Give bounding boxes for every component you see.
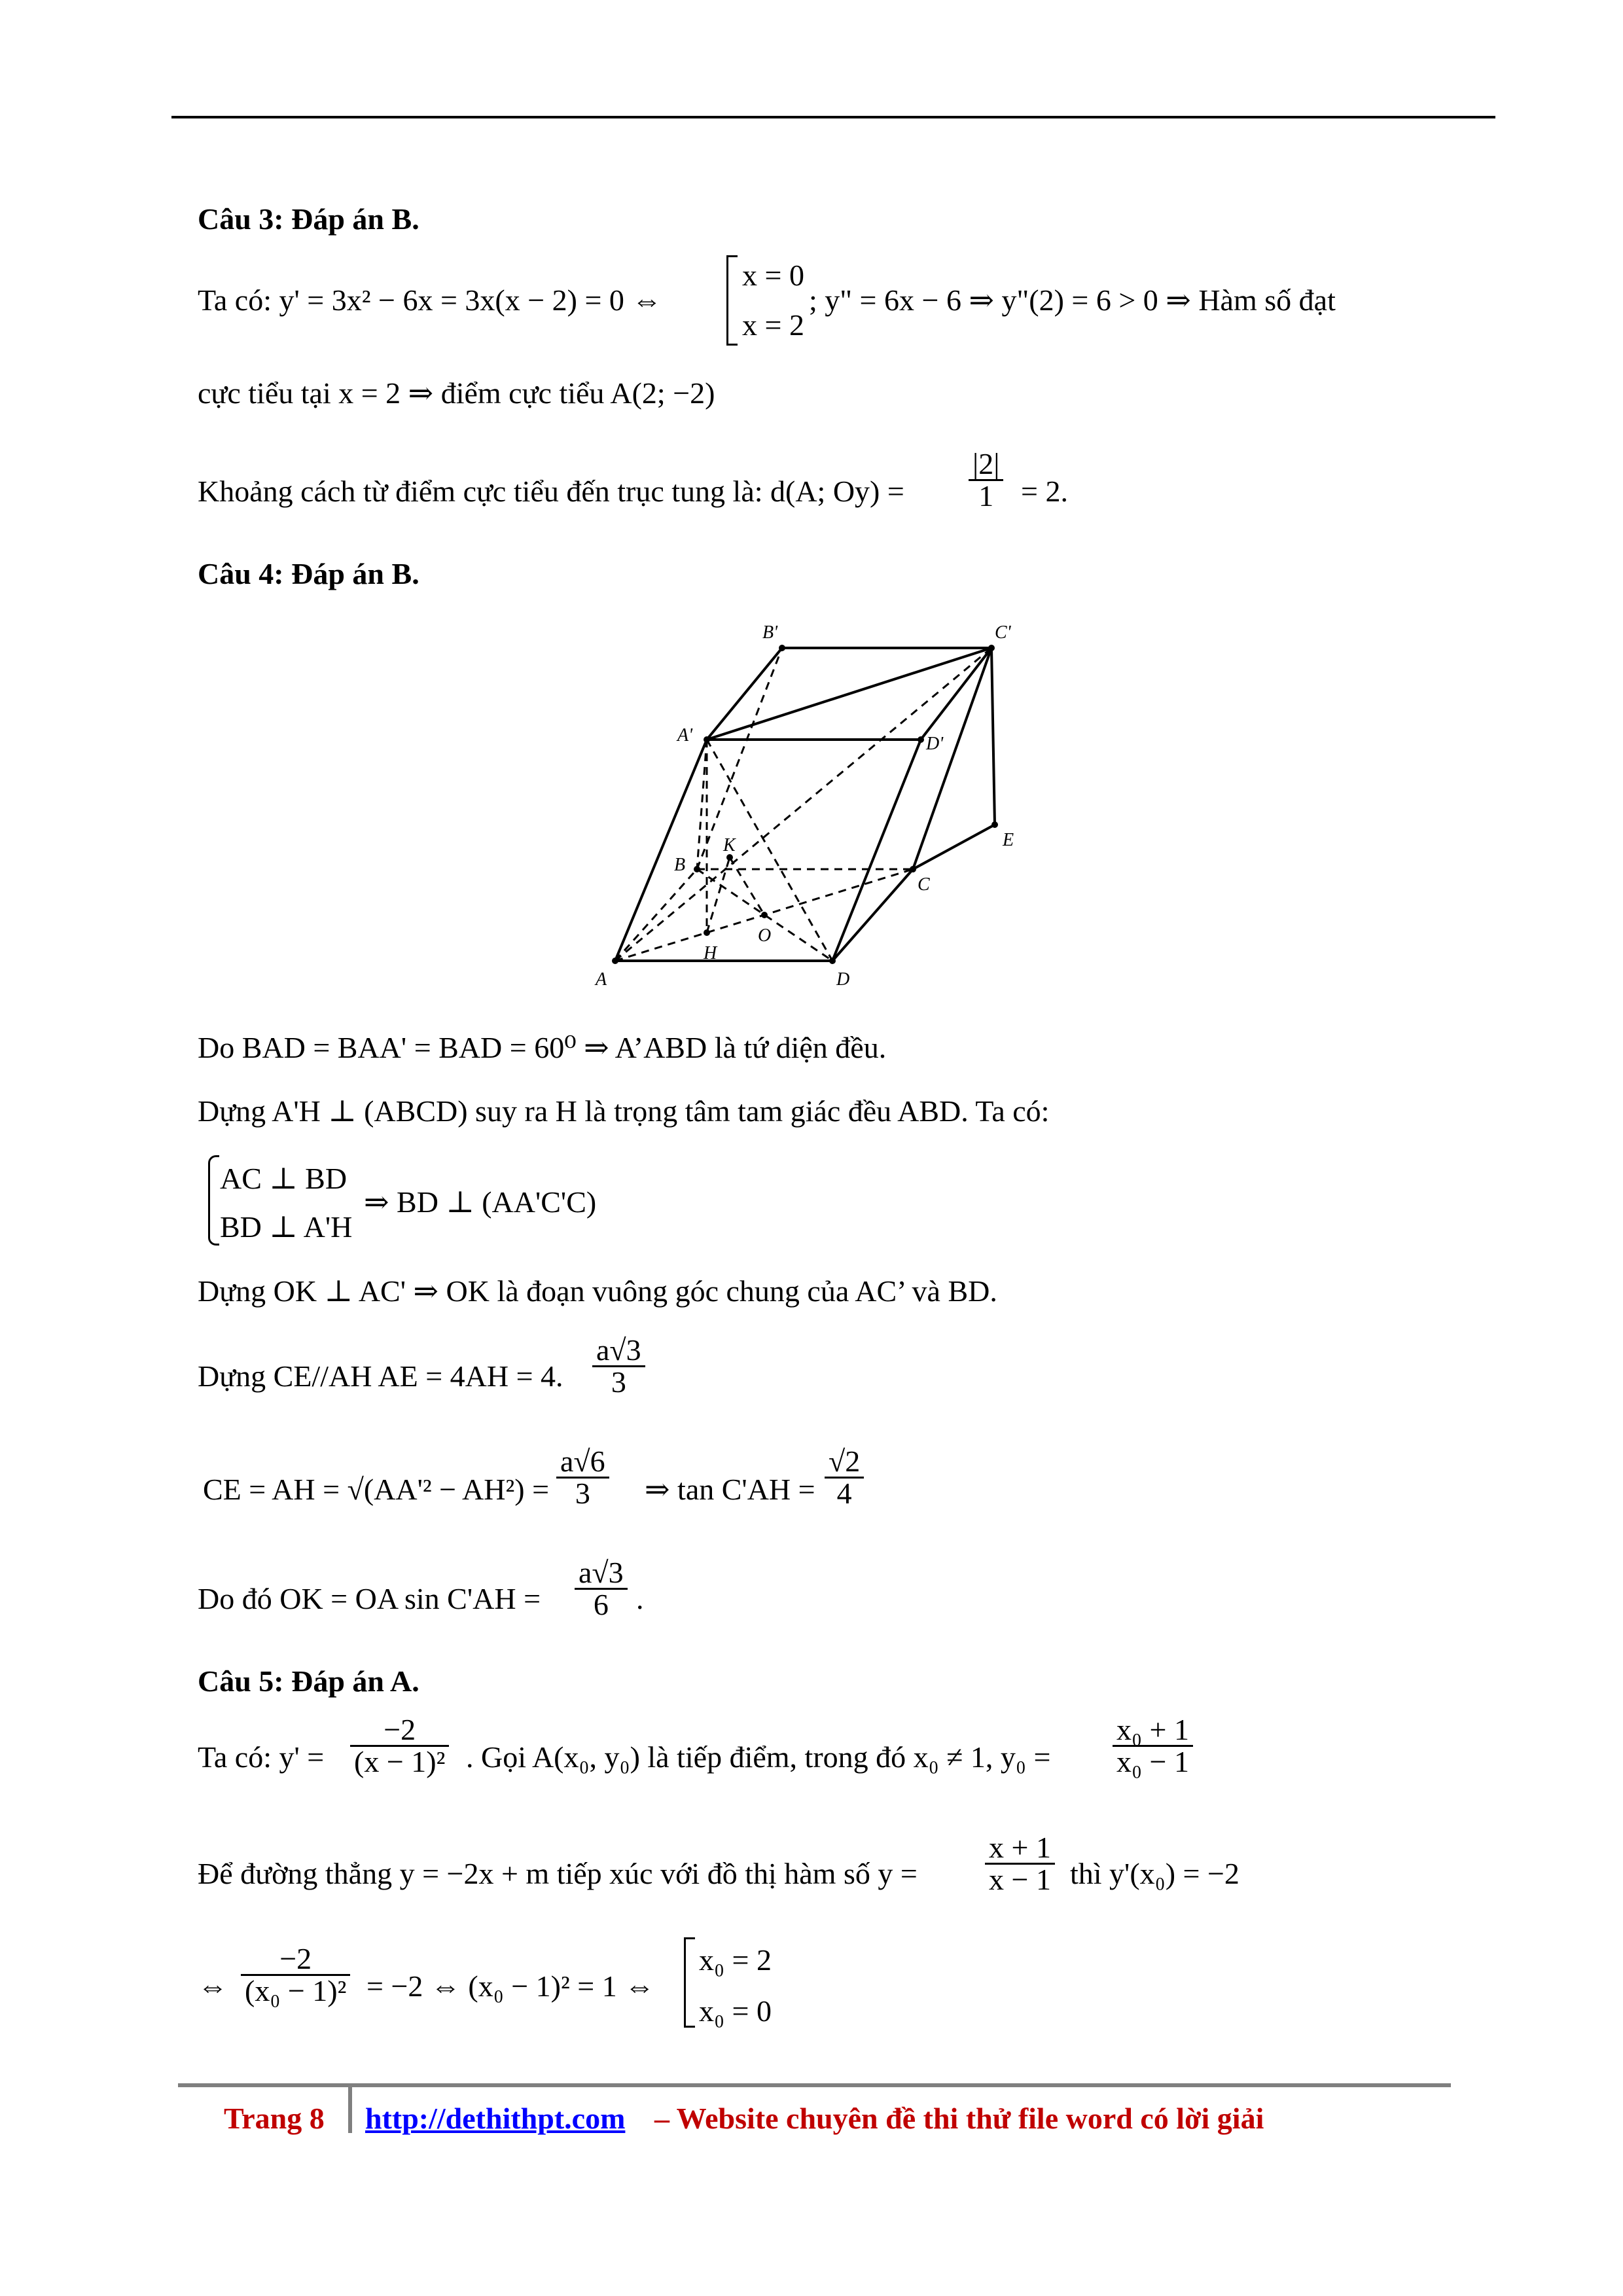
q5-line3-a: ⇔ xyxy=(198,1969,228,2003)
label-C: C xyxy=(918,874,930,895)
q3-sys-1: x = 0 xyxy=(742,259,804,292)
q4-l5-den: 3 xyxy=(575,1477,590,1510)
q4-l4-den: 3 xyxy=(611,1365,626,1399)
point-C xyxy=(910,866,916,872)
q3-frac-den: 1 xyxy=(978,479,994,512)
q4-l5-den2: 4 xyxy=(836,1477,852,1510)
label-A: A xyxy=(596,969,607,990)
label-B: B xyxy=(674,855,686,875)
q5-system-bracket xyxy=(684,1937,695,2028)
footer-tagline: – Website chuyên đề thi thử file word có lời giải xyxy=(654,2102,1264,2135)
q4-line6-frac xyxy=(575,1558,628,1620)
q3-frac-num: |2| xyxy=(969,449,1003,481)
q5-l2-num: x + 1 xyxy=(985,1833,1055,1865)
q5-l1-den: (x − 1)² xyxy=(354,1745,446,1778)
q4-line5-frac1 xyxy=(556,1446,609,1509)
point-A xyxy=(612,958,618,964)
q4-line4-a: Dựng CE//AH AE = 4AH = 4. xyxy=(198,1359,563,1393)
point-O xyxy=(761,912,768,918)
footer-website-link[interactable]: http://dethithpt.com xyxy=(365,2102,626,2135)
q4-l6-num: a√3 xyxy=(575,1558,628,1590)
q5-l1-num2: x₀ + 1 xyxy=(1113,1715,1193,1747)
label-A1: A' xyxy=(677,725,693,745)
q5-l1-den2: x₀ − 1 xyxy=(1116,1745,1189,1778)
q5-sys-2: x₀ = 0 xyxy=(699,1994,772,2028)
label-K: K xyxy=(723,835,736,855)
q3-heading: Câu 3: Đáp án B. xyxy=(198,202,419,236)
point-D1 xyxy=(918,736,924,743)
q5-line3-frac xyxy=(241,1944,350,2006)
q4-sys-tail: ⇒ BD ⊥ (AA'C'C) xyxy=(364,1185,597,1219)
edge-A1B1 xyxy=(707,648,782,740)
label-O: O xyxy=(758,925,772,946)
q3-sys-2: x = 2 xyxy=(742,308,804,342)
point-E xyxy=(991,821,998,828)
q4-line2: Dựng A'H ⊥ (ABCD) suy ra H là trọng tâm tam giác đều ABD. Ta có: xyxy=(198,1094,1050,1128)
q5-line2-frac xyxy=(985,1833,1055,1895)
label-H: H xyxy=(704,943,717,963)
seg-KO xyxy=(730,857,764,915)
q4-system-brace xyxy=(208,1155,219,1246)
q4-l5-num: a√6 xyxy=(556,1446,609,1479)
edge-D1C1 xyxy=(921,648,991,740)
header-rule xyxy=(171,116,1495,118)
label-C1: C' xyxy=(995,622,1011,643)
q4-l4-num: a√3 xyxy=(592,1335,645,1367)
edge-C1E xyxy=(991,648,995,825)
edge-DD1 xyxy=(832,740,921,961)
edge-A1C1 xyxy=(707,648,991,740)
edge-BB1 xyxy=(697,648,782,869)
q5-line2-b: thì y'(x₀) = −2 xyxy=(1070,1857,1240,1890)
q3-line1-b: ; y" = 6x − 6 ⇒ y"(2) = 6 > 0 ⇒ Hàm số đạt xyxy=(809,283,1336,317)
footer-rule xyxy=(178,2083,1451,2087)
point-C1 xyxy=(988,645,995,651)
q4-line1: Do BAD = BAA' = BAD = 60⁰ ⇒ A’ABD là tứ diện đều. xyxy=(198,1031,887,1064)
q4-sys-1: AC ⊥ BD xyxy=(220,1162,348,1195)
q5-line3-b: = −2 ⇔ (x₀ − 1)² = 1 ⇔ xyxy=(366,1969,655,2003)
q5-l2-den: x − 1 xyxy=(989,1863,1051,1896)
label-D1: D' xyxy=(926,734,944,754)
parallelepiped-figure xyxy=(589,602,1060,995)
point-H xyxy=(704,929,710,936)
q4-l6-den: 6 xyxy=(593,1588,609,1621)
footer-page-label: Trang 8 xyxy=(224,2102,325,2135)
q4-line5-b: ⇒ tan C'AH = xyxy=(645,1473,815,1506)
q4-line5-a: CE = AH = √(AA'² − AH²) = xyxy=(203,1473,550,1506)
q5-line1-frac1 xyxy=(350,1715,449,1777)
q3-line3-b: = 2. xyxy=(1021,475,1068,508)
q5-l3-num: −2 xyxy=(241,1944,350,1976)
edge-CC1 xyxy=(913,648,991,869)
label-B1: B' xyxy=(762,622,778,643)
q5-l3-den: (x₀ − 1)² xyxy=(245,1974,347,2007)
q5-line1-b: . Gọi A(x₀, y₀) là tiếp điểm, trong đó x₀ ≠ 1, y₀ = xyxy=(466,1740,1051,1774)
point-B1 xyxy=(779,645,785,651)
point-D xyxy=(829,958,836,964)
q4-heading: Câu 4: Đáp án B. xyxy=(198,557,419,590)
footer-divider xyxy=(348,2083,352,2133)
q4-line5-frac2 xyxy=(825,1446,864,1509)
q3-line1-a: Ta có: y' = 3x² − 6x = 3x(x − 2) = 0 ⇔ xyxy=(198,283,662,317)
q4-line3: Dựng OK ⊥ AC' ⇒ OK là đoạn vuông góc chung của AC’ và BD. xyxy=(198,1274,997,1308)
label-D: D xyxy=(836,969,850,990)
q3-line3-a: Khoảng cách từ điểm cực tiểu đến trục tung là: d(A; Oy) = xyxy=(198,475,904,508)
edge-DC xyxy=(832,869,913,961)
point-B xyxy=(694,866,700,872)
q3-line2: cực tiểu tại x = 2 ⇒ điểm cực tiểu A(2; −2) xyxy=(198,376,715,410)
q3-system-bracket xyxy=(726,255,738,346)
q5-line1-a: Ta có: y' = xyxy=(198,1740,325,1774)
q4-line6-a: Do đó OK = OA sin C'AH = xyxy=(198,1582,541,1615)
q5-heading: Câu 5: Đáp án A. xyxy=(198,1664,419,1698)
edge-AB xyxy=(615,869,697,961)
edge-AA1 xyxy=(615,740,707,961)
q5-line1-frac2 xyxy=(1113,1715,1193,1777)
q5-sys-1: x₀ = 2 xyxy=(699,1943,772,1977)
q4-line6-b: . xyxy=(636,1582,644,1615)
q5-line2-a: Để đường thẳng y = −2x + m tiếp xúc với đồ thị hàm số y = xyxy=(198,1857,918,1890)
point-A1 xyxy=(704,736,710,743)
q5-l1-num: −2 xyxy=(350,1715,449,1747)
q4-sys-2: BD ⊥ A'H xyxy=(220,1210,353,1244)
label-E: E xyxy=(1003,830,1014,850)
q3-line3-frac xyxy=(969,449,1003,511)
q4-line4-frac xyxy=(592,1335,645,1397)
q4-l5-num2: √2 xyxy=(825,1446,864,1479)
